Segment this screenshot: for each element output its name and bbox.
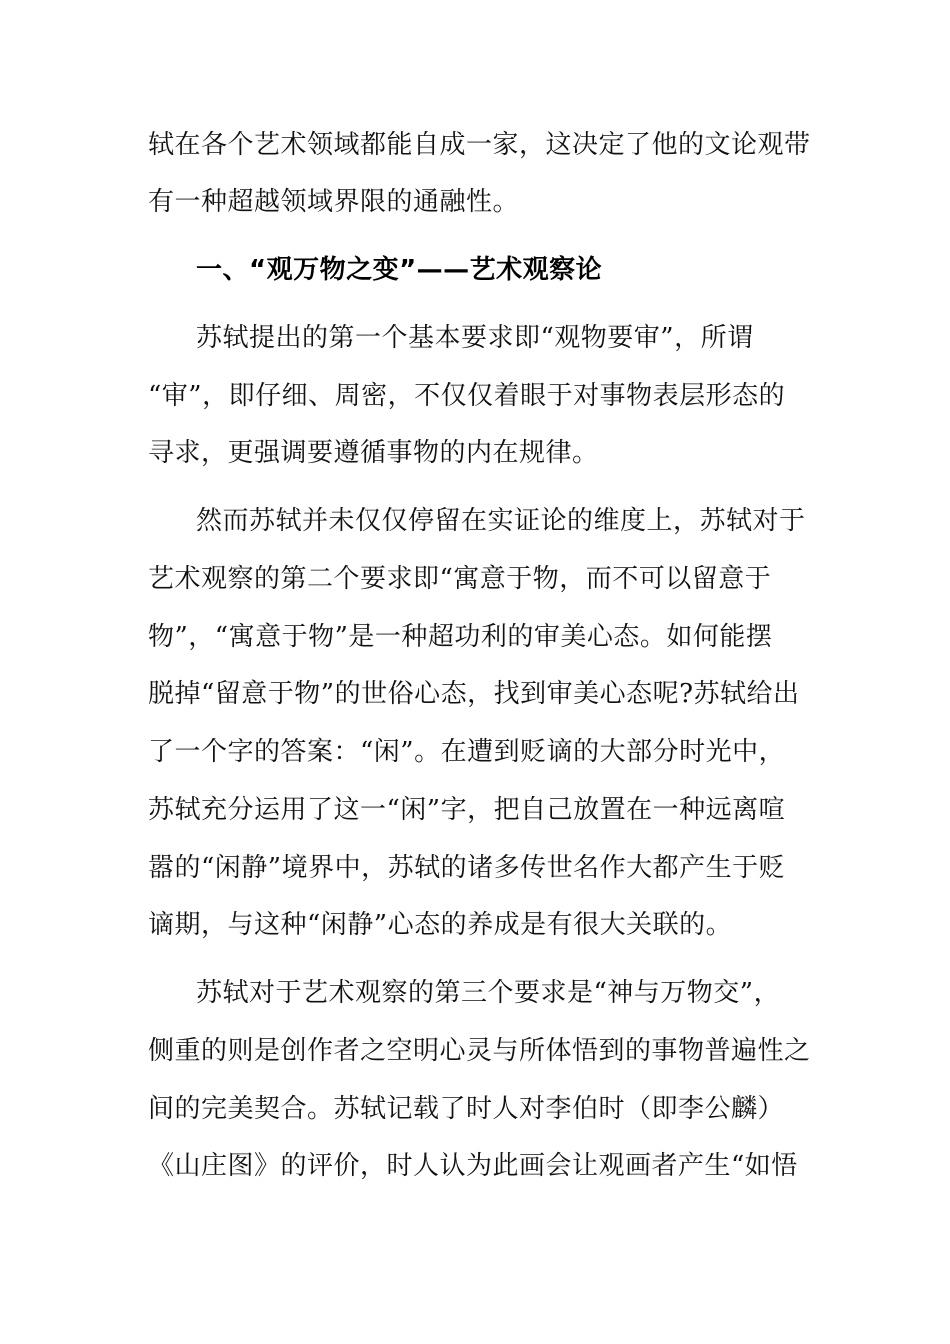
paragraph-line: 了一个字的答案：“闲”。在遭到贬谪的大部分时光中，: [148, 737, 786, 767]
paragraph-line: 侧重的则是创作者之空明心灵与所体悟到的事物普遍性之: [148, 1036, 811, 1066]
paragraph-line: 艺术观察的第二个要求即“寓意于物，而不可以留意于: [148, 564, 772, 594]
paragraph-line: 脱掉“留意于物”的世俗心态，找到审美心态呢?苏轼给出: [148, 679, 800, 709]
paragraph-line: 轼在各个艺术领域都能自成一家，这决定了他的文论观带: [148, 130, 811, 160]
paragraph-line: 苏轼对于艺术观察的第三个要求是“神与万物交”，: [196, 978, 781, 1008]
section-heading: 一、“观万物之变”——艺术观察论: [196, 255, 603, 285]
paragraph-line: 间的完美契合。苏轼记载了时人对李伯时（即李公麟）: [148, 1094, 785, 1124]
paragraph-line: 谪期，与这种“闲静”心态的养成是有很大关联的。: [148, 910, 733, 940]
paragraph-line: 《山庄图》的评价，时人认为此画会让观画者产生“如悟: [148, 1151, 798, 1181]
paragraph-line: 苏轼提出的第一个基本要求即“观物要审”，所谓: [196, 323, 754, 353]
paragraph-line: 寻求，更强调要遵循事物的内在规律。: [148, 438, 599, 468]
paragraph-line: “审”，即仔细、周密，不仅仅着眼于对事物表层形态的: [148, 381, 786, 411]
paragraph-line: 然而苏轼并未仅仅停留在实证论的维度上，苏轼对于: [196, 506, 806, 536]
paragraph-line: 有一种超越领域界限的通融性。: [148, 187, 520, 217]
paragraph-line: 嚣的“闲静”境界中，苏轼的诸多传世名作大都产生于贬: [148, 853, 786, 883]
paragraph-line: 物”，“寓意于物”是一种超功利的审美心态。如何能摆: [148, 622, 773, 652]
paragraph-line: 苏轼充分运用了这一“闲”字，把自己放置在一种远离喧: [148, 795, 786, 825]
